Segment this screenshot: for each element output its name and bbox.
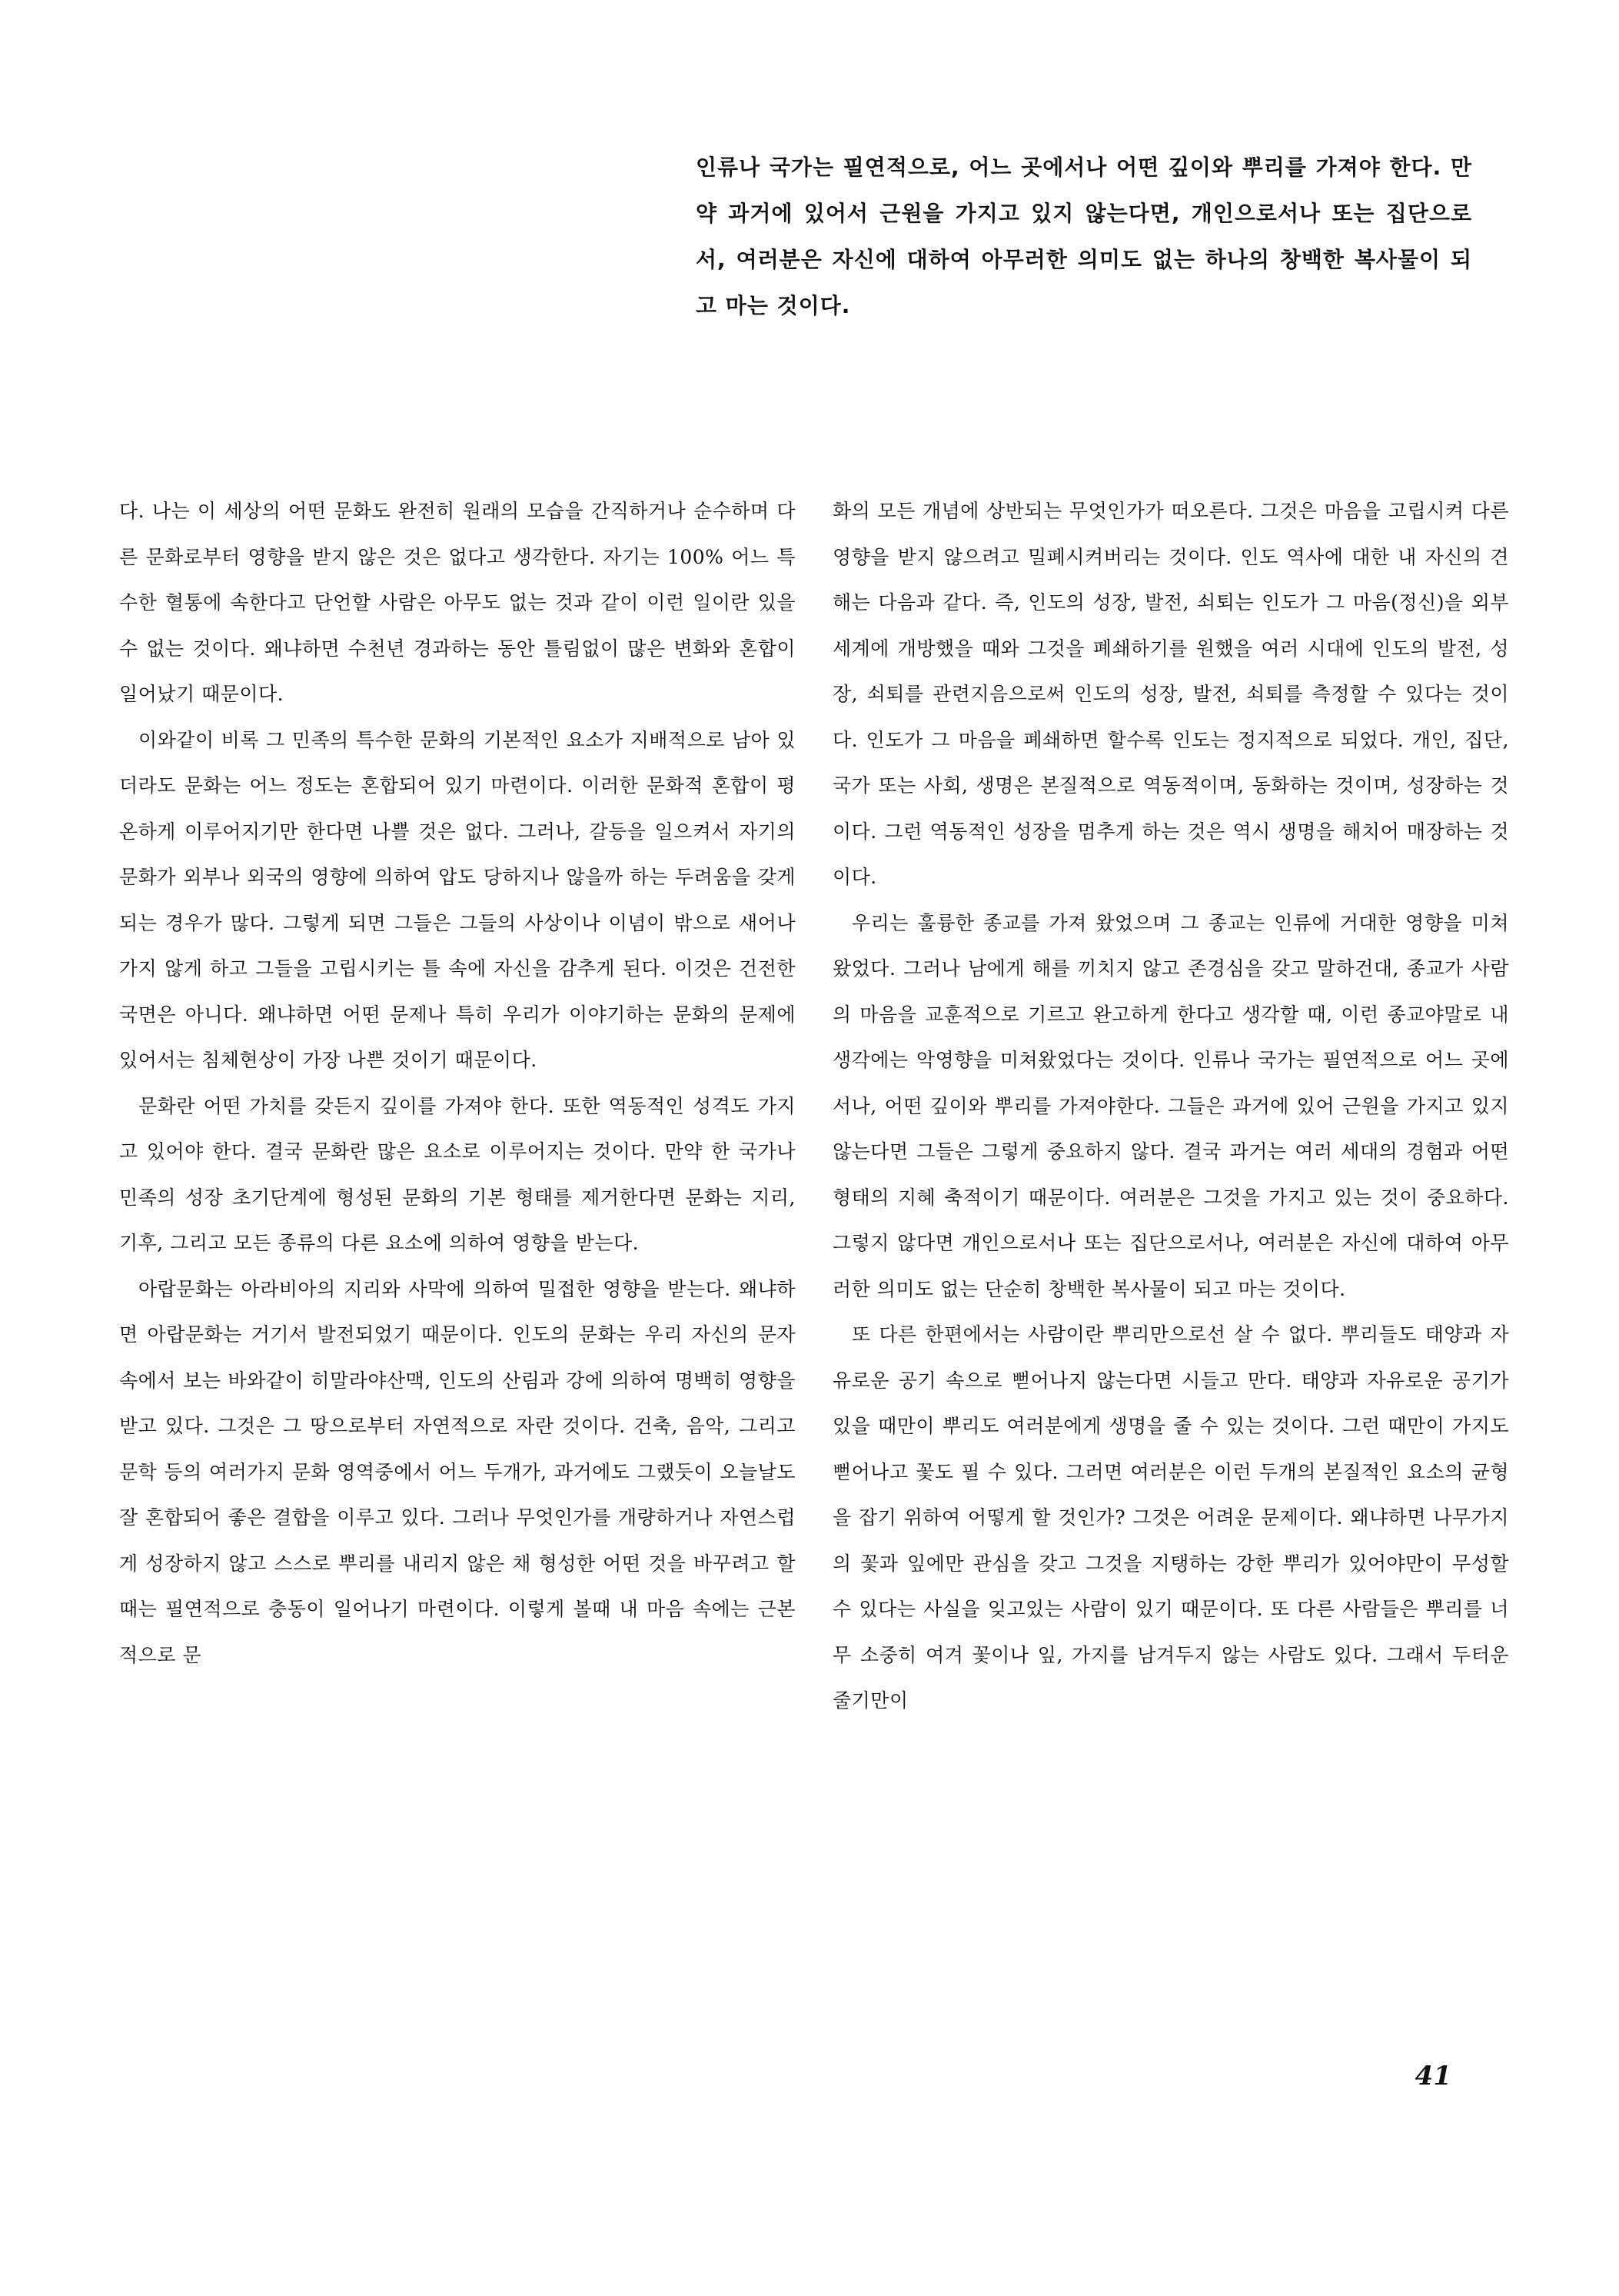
page-number: 41 — [1415, 2061, 1451, 2091]
paragraph: 우리는 훌륭한 종교를 가져 왔었으며 그 종교는 인류에 거대한 영향을 미쳐 왔었다. 그러나 남에게 해를 끼치지 않고 존경심을 갖고 말하건대, 종교가 사람의 마음을 교훈적으로 기르고 완고하게 한다고 생각할 때, 이런 종교야말로 내 생각에는 악영향을 미쳐왔었다는 것이다. 인류나 국가는 필연적으로 어느 곳에서나, 어떤 깊이와 뿌리를 가져야한다. 그들은 과거에 있어 근원을 가지고 있지 않는다면 그들은 그렇게 중요하지 않다. 결국 과거는 여러 세대의 경험과 어떤 형태의 지혜 축적이기 때문이다. 여러분은 그것을 가지고 있는 것이 중요하다. 그렇지 않다면 개인으로서나 또는 집단으로서나, 여러분은 자신에 대하여 아무러한 의미도 없는 단순히 창백한 복사물이 되고 마는 것이다. — [833, 911, 1509, 1300]
paragraph: 문화란 어떤 가치를 갖든지 깊이를 가져야 한다. 또한 역동적인 성격도 가지고 있어야 한다. 결국 문화란 많은 요소로 이루어지는 것이다. 만약 한 국가나 민족의 성장 초기단계에 형성된 문화의 기본 형태를 제거한다면 문화는 지리, 기후, 그리고 모든 종류의 다른 요소에 의하여 영향을 받는다. — [119, 1094, 796, 1254]
paragraph: 또 다른 한편에서는 사람이란 뿌리만으로선 살 수 없다. 뿌리들도 태양과 자유로운 공기 속으로 뻗어나지 않는다면 시들고 만다. 태양과 자유로운 공기가 있을 때만이 뿌리도 여러분에게 생명을 줄 수 있는 것이다. 그런 때만이 가지도 뻗어나고 꽃도 필 수 있다. 그러면 여러분은 이런 두개의 본질적인 요소의 균형을 잡기 위하여 어떻게 할 것인가? 그것은 어려운 문제이다. 왜냐하면 나무가지의 꽃과 잎에만 관심을 갖고 그것을 지탱하는 강한 뿌리가 있어야만이 무성할 수 있다는 사실을 잊고있는 사람이 있기 때문이다. 또 다른 사람들은 뿌리를 너무 소중히 여겨 꽃이나 잎, 가지를 남겨두지 않는 사람도 있다. 그래서 두터운 줄기만이 — [833, 1323, 1509, 1712]
paragraph: 화의 모든 개념에 상반되는 무엇인가가 떠오른다. 그것은 마음을 고립시켜 다른 영향을 받지 않으려고 밀폐시켜버리는 것이다. 인도 역사에 대한 내 자신의 견해는 다음과 같다. 즉, 인도의 성장, 발전, 쇠퇴는 인도가 그 마음(정신)을 외부세계에 개방했을 때와 그것을 폐쇄하기를 원했을 여러 시대에 인도의 발전, 성장, 쇠퇴를 관련지음으로써 인도의 성장, 발전, 쇠퇴를 측정할 수 있다는 것이다. 인도가 그 마음을 폐쇄하면 할수록 인도는 정지적으로 되었다. 개인, 집단, 국가 또는 사회, 생명은 본질적으로 역동적이며, 동화하는 것이며, 성장하는 것이다. 그런 역동적인 성장을 멈추게 하는 것은 역시 생명을 해치어 매장하는 것이다. — [833, 500, 1509, 888]
right-column — [833, 488, 1509, 1724]
paragraph: 이와같이 비록 그 민족의 특수한 문화의 기본적인 요소가 지배적으로 남아 있더라도 문화는 어느 정도는 혼합되어 있기 마련이다. 이러한 문화적 혼합이 평온하게 이루어지기만 한다면 나쁠 것은 없다. 그러나, 갈등을 일으켜서 자기의 문화가 외부나 외국의 영향에 의하여 압도 당하지나 않을까 하는 두려움을 갖게되는 경우가 많다. 그렇게 되면 그들은 그들의 사상이나 이념이 밖으로 새어나가지 않게 하고 그들을 고립시키는 틀 속에 자신을 감추게 된다. 이것은 건전한 국면은 아니다. 왜냐하면 어떤 문제나 특히 우리가 이야기하는 문화의 문제에 있어서는 침체현상이 가장 나쁜 것이기 때문이다. — [119, 728, 796, 1071]
paragraph: 아랍문화는 아라비아의 지리와 사막에 의하여 밀접한 영향을 받는다. 왜냐하면 아랍문화는 거기서 발전되었기 때문이다. 인도의 문화는 우리 자신의 문자 속에서 보는 바와같이 히말라야산맥, 인도의 산림과 강에 의하여 명백히 영향을 받고 있다. 그것은 그 땅으로부터 자연적으로 자란 것이다. 건축, 음악, 그리고 문학 등의 여러가지 문화 영역중에서 어느 두개가, 과거에도 그랬듯이 오늘날도 잘 혼합되어 좋은 결합을 이루고 있다. 그러나 무엇인가를 개량하거나 자연스럽게 성장하지 않고 스스로 뿌리를 내리지 않은 채 형성한 어떤 것을 바꾸려고 할 때는 필연적으로 충동이 일어나기 마련이다. 이렇게 볼때 내 마음 속에는 근본적으로 문 — [119, 1277, 796, 1666]
pull-quote: 인류나 국가는 필연적으로, 어느 곳에서나 어떤 깊이와 뿌리를 가져야 한다. 만약 과거에 있어서 근원을 가지고 있지 않는다면, 개인으로서나 또는 집단으로서, 여러분은 자신에 대하여 아무러한 의미도 없는 하나의 창백한 복사물이 되고 마는 것이다. — [696, 155, 1472, 318]
paragraph: 다. 나는 이 세상의 어떤 문화도 완전히 원래의 모습을 간직하거나 순수하며 다른 문화로부터 영향을 받지 않은 것은 없다고 생각한다. 자기는 100% 어느 특수한 혈통에 속한다고 단언할 사람은 아무도 없는 것과 같이 이런 일이란 있을 수 없는 것이다. 왜냐하면 수천년 경과하는 동안 틀림없이 많은 변화와 혼합이 일어났기 때문이다. — [119, 500, 796, 705]
left-column — [119, 488, 796, 1678]
